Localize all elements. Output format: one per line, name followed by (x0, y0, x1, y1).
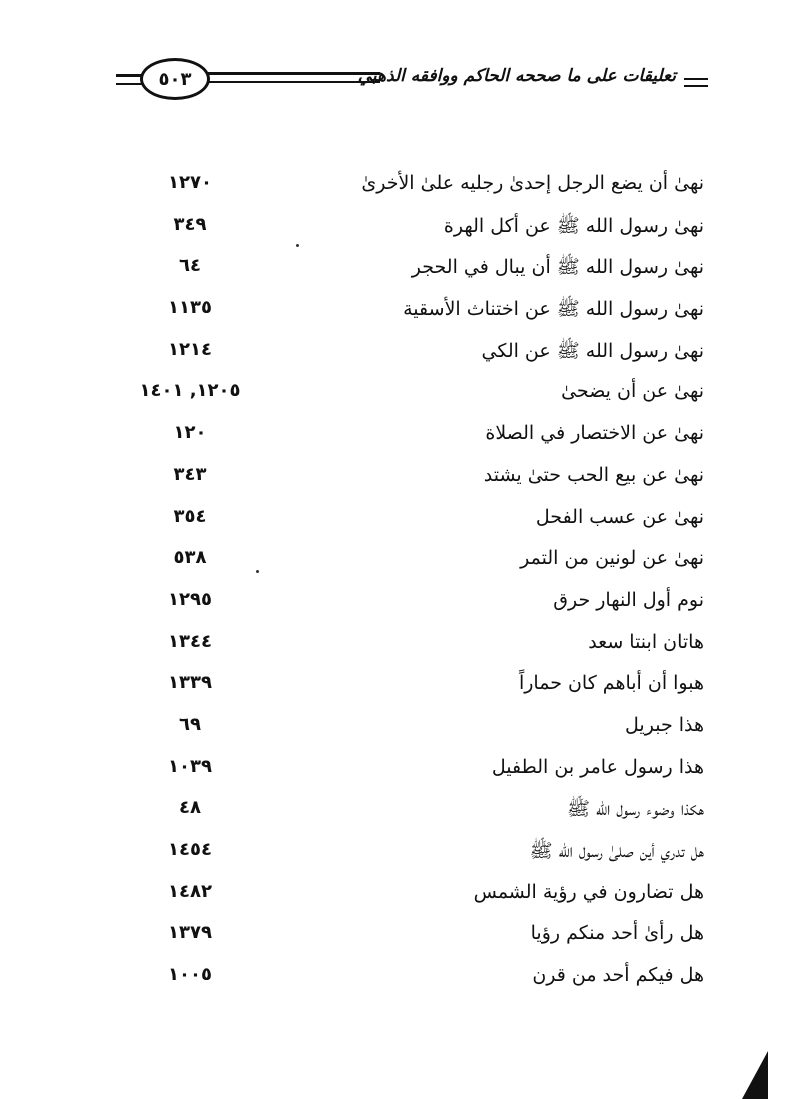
entry-reference: ١٣٣٩ (168, 672, 212, 694)
entry-text: هل فيكم أحد من قرن (532, 964, 704, 987)
entry-text: هذا جبريل (625, 713, 704, 736)
entry-text: نهىٰ عن أن يضحىٰ (561, 380, 704, 403)
entry-text: هاتان ابنتا سعد (588, 630, 704, 653)
entry-text: نهىٰ رسول الله ﷺ عن الكي (481, 339, 704, 362)
entry-text: نهىٰ عن الاختصار في الصلاة (485, 422, 704, 445)
running-title: تعليقات على ما صححه الحاكم ووافقه الذهبي (357, 66, 676, 86)
entry-reference: ١٢٩٥ (168, 588, 212, 610)
speck (296, 244, 299, 247)
entry-reference: ٤٨ (179, 797, 201, 819)
index-entry (0, 249, 788, 291)
entry-text: نهىٰ رسول الله ﷺ عن اختناث الأسقية (403, 298, 704, 321)
entry-reference: ١٢٠ (173, 422, 207, 444)
entry-reference: ٣٤٣ (173, 463, 207, 485)
entry-reference: ١٤٥٤ (168, 839, 212, 860)
entry-reference: ١٢١٤ (168, 338, 212, 360)
entry-text: نهىٰ عن بيع الحب حتىٰ يشتد (483, 463, 704, 486)
index-entry (0, 166, 788, 208)
entry-text: نهىٰ أن يضع الرجل إحدىٰ رجليه علىٰ الأخرىٰ (361, 172, 704, 194)
index-entry (0, 958, 788, 1000)
entry-reference: ١١٣٥ (168, 297, 212, 319)
entry-reference: ١٣٧٩ (168, 922, 212, 944)
entry-reference: ٣٤٩ (173, 213, 207, 235)
entry-text: نهىٰ رسول الله ﷺ أن يبال في الحجر (411, 256, 704, 279)
entry-text: هل رأىٰ أحد منكم رؤيا (530, 922, 704, 945)
entry-text: نوم أول النهار حرق (553, 588, 704, 611)
index-entry (0, 333, 788, 375)
index-entry (0, 458, 788, 500)
index-entry (0, 208, 788, 250)
entry-reference: ١٤٨٢ (168, 880, 212, 902)
index-entry (0, 791, 788, 833)
entry-text: هل تضارون في رؤية الشمس (473, 880, 704, 903)
page-header (0, 58, 788, 98)
index-entry (0, 750, 788, 792)
entry-reference: ٦٤ (179, 255, 201, 277)
entry-reference: ١٢٠٥, ١٤٠١ (139, 380, 241, 402)
entry-text: هل تدري أين صلىٰ رسول الله ﷺ (529, 840, 704, 862)
header-rule (200, 72, 380, 83)
entry-reference: ١٠٠٥ (168, 964, 212, 986)
entry-reference: ٥٣٨ (173, 547, 207, 569)
index-list (0, 166, 788, 1000)
entry-reference: ١٠٣٩ (168, 755, 212, 777)
index-entry (0, 541, 788, 583)
entry-reference: ١٢٧٠ (168, 172, 212, 193)
index-entry (0, 916, 788, 958)
index-entry (0, 374, 788, 416)
entry-text: نهىٰ عن عسب الفحل (535, 505, 704, 528)
entry-text: هبوا أن أباهم كان حماراً (518, 672, 704, 695)
index-entry (0, 875, 788, 917)
entry-reference: ١٣٤٤ (168, 630, 212, 652)
index-entry (0, 625, 788, 667)
entry-reference: ٣٥٤ (173, 505, 207, 527)
entry-text: هذا رسول عامر بن الطفيل (491, 755, 704, 778)
entry-reference: ٦٩ (179, 713, 201, 735)
page-corner-mark (742, 1051, 768, 1099)
page-number: ٥٠٣ (140, 58, 210, 100)
entry-text: نهىٰ رسول الله ﷺ عن أكل الهرة (443, 214, 704, 237)
entry-text: هكذا وضوء رسول الله ﷺ (567, 798, 704, 821)
index-entry (0, 833, 788, 875)
index-entry (0, 416, 788, 458)
speck (256, 570, 259, 573)
index-entry (0, 500, 788, 542)
header-ornament (684, 78, 708, 87)
index-entry (0, 666, 788, 708)
index-entry (0, 708, 788, 750)
index-entry (0, 583, 788, 625)
entry-text: نهىٰ عن لونين من التمر (520, 547, 704, 570)
index-entry (0, 291, 788, 333)
